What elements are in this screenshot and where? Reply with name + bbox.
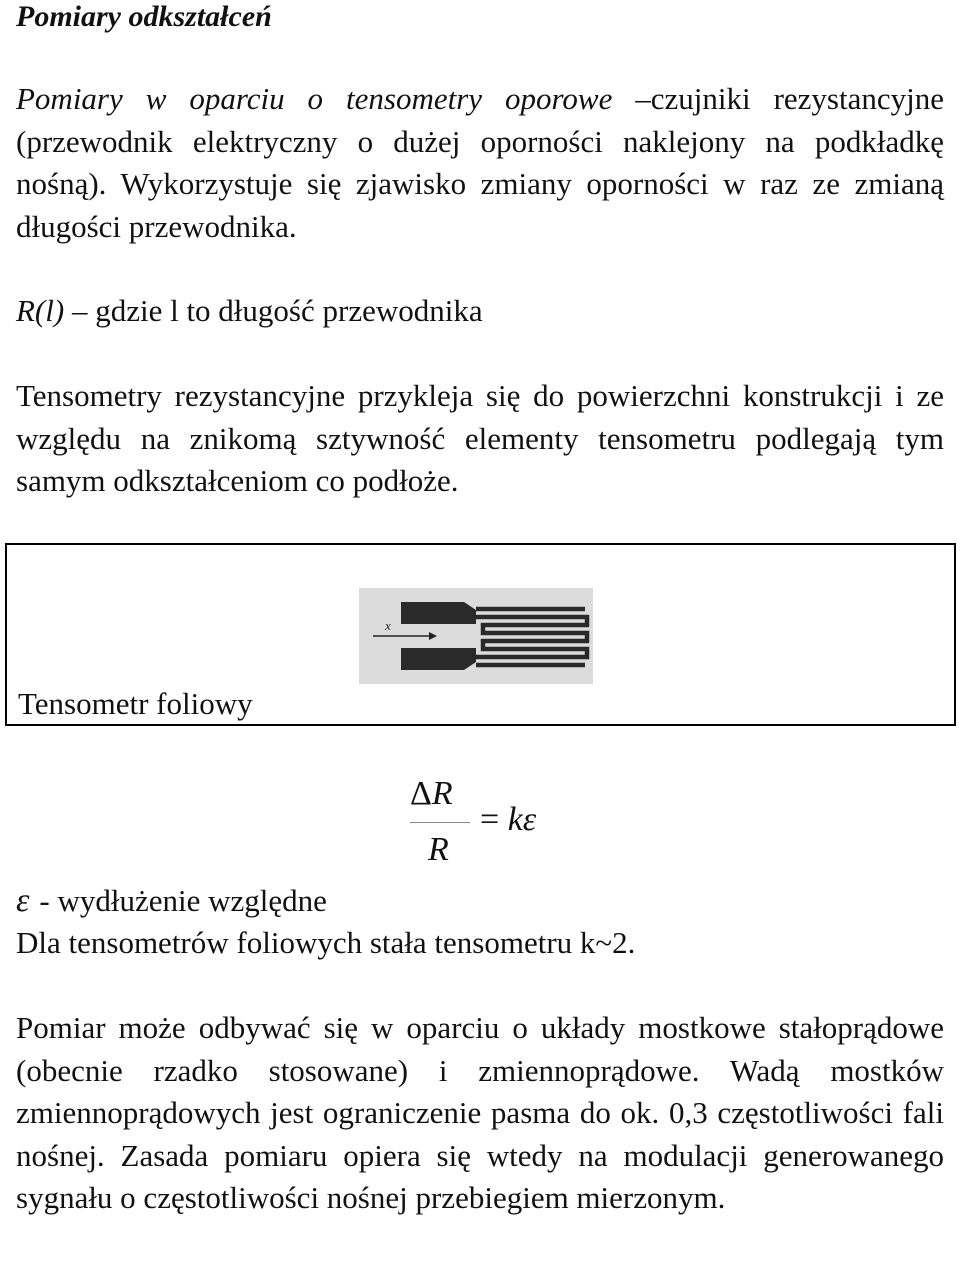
paragraph-bridge-measurement: Pomiar może odbywać się w oparciu o układy mostkowe stałoprądowe (obecnie rzadko stosowane) i zmiennoprądowe. Wadą mostków zmiennoprądowych jest ograniczenie pasma do ok. 0,3 częstotliwości fali nośnej. Zasada pomiaru opiera się wtedy na modulacji generowanego sygnału o częstotliwości nośnej przebiegiem mierzonym. xyxy=(16,1010,944,1215)
paragraph-resistance-definition xyxy=(16,290,944,333)
delta-symbol: Δ xyxy=(410,775,432,812)
intro-lead: Pomiary w oparciu o tensometry oporowe xyxy=(16,81,613,116)
epsilon-symbol: ε xyxy=(16,882,30,919)
fraction-bar xyxy=(410,822,470,823)
paragraph-gauge-factor: Dla tensometrów foliowych stała tensometru k~2. xyxy=(16,925,636,960)
resistance-symbol: R(l) xyxy=(16,293,65,328)
paragraph-gauge-mounting: Tensometry rezystancyjne przykleja się do powierzchni konstrukcji i ze względu na znikomą sztywność elementy tensometru podlegają tym samym odkształceniom co podłoże. xyxy=(16,378,944,498)
formula-right-side xyxy=(480,800,536,840)
foil-strain-gauge-illustration xyxy=(359,588,593,684)
formula-numerator xyxy=(410,774,453,814)
paragraph-intro xyxy=(16,78,944,248)
epsilon-definition-text: - wydłużenie względne xyxy=(39,883,327,918)
gauge-factor-k: k xyxy=(507,801,523,838)
figure-caption: Tensometr foliowy xyxy=(18,686,253,721)
intro-rest: –czujniki rezystancyjne (przewodnik elektryczny o dużej oporności naklejony na podkładkę nośną). Wykorzystuje się zjawisko zmiany oporności w raz ze zmianą długości przewodnika. xyxy=(16,81,944,244)
paragraph-epsilon-definition xyxy=(16,880,944,923)
resistance-definition-text: – gdzie l to długość przewodnika xyxy=(64,293,483,328)
axis-label-x: x xyxy=(385,618,391,633)
strain-epsilon: ε xyxy=(522,801,537,838)
strain-formula xyxy=(408,770,588,870)
page-title: Pomiary odkształceń xyxy=(16,0,272,33)
figure-box xyxy=(5,543,956,726)
formula-denominator: R xyxy=(428,831,449,868)
equals-sign: = xyxy=(480,801,500,838)
numerator-variable: R xyxy=(431,775,453,812)
